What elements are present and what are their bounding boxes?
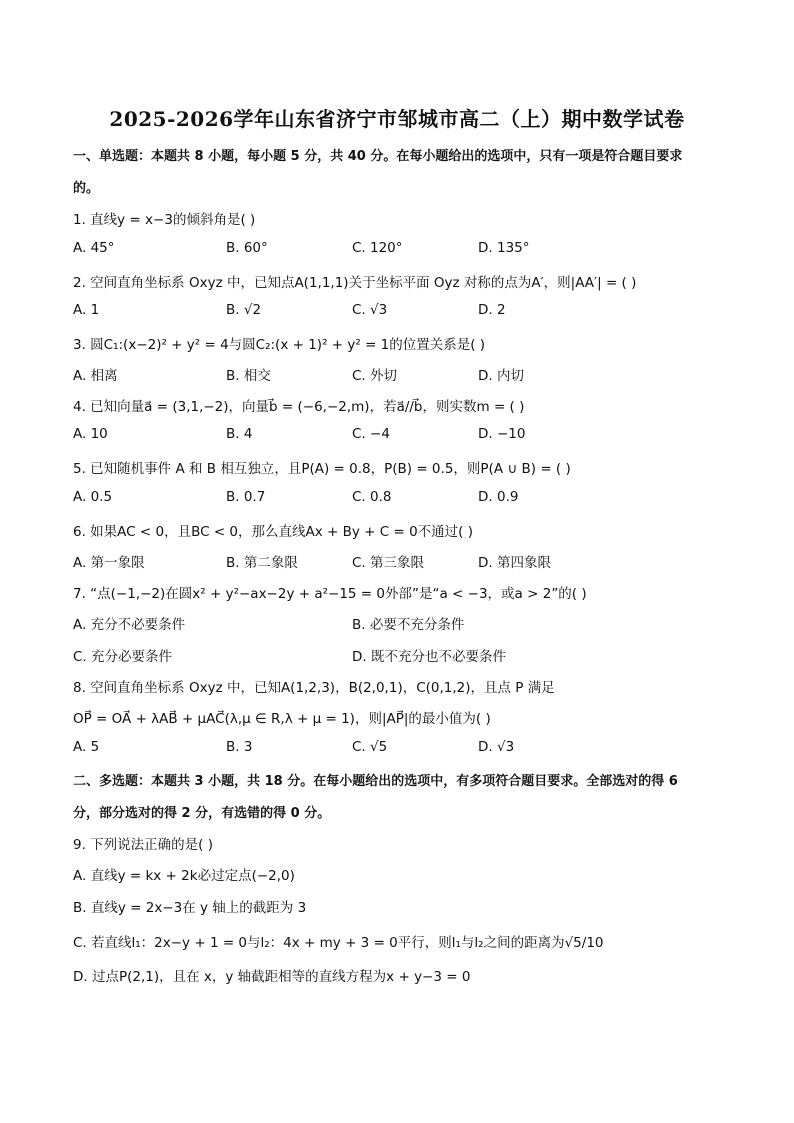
q4-option-d: D. −10 — [478, 426, 526, 442]
q5-option-c: C. 0.8 — [352, 489, 392, 505]
q7-option-c: C. 充分必要条件 — [73, 649, 173, 665]
question-9-stem: 9. 下列说法正确的是( ) — [73, 837, 213, 853]
q3-option-a: A. 相离 — [73, 368, 118, 384]
section2-heading-line1: 二、多选题：本题共 3 小题，共 18 分。在每小题给出的选项中，有多项符合题目要求。全部选对的得 6 — [73, 774, 678, 789]
q9-option-d: D. 过点P(2,1)，且在 x，y 轴截距相等的直线方程为x + y−3 = 0 — [73, 969, 471, 985]
q7-option-b: B. 必要不充分条件 — [352, 617, 465, 633]
q3-option-b: B. 相交 — [226, 368, 271, 384]
q8-option-c: C. √5 — [352, 739, 388, 755]
q4-option-c: C. −4 — [352, 426, 390, 442]
q4-option-b: B. 4 — [226, 426, 253, 442]
question-6-stem: 6. 如果AC < 0，且BC < 0，那么直线Ax + By + C = 0不通过( ) — [73, 524, 474, 540]
question-7-stem: 7. “点(−1,−2)在圆x² + y²−ax−2y + a²−15 = 0外部”是“a < −3，或a > 2”的( ) — [73, 586, 587, 602]
q2-option-d: D. 2 — [478, 302, 506, 318]
q7-option-d: D. 既不充分也不必要条件 — [352, 649, 506, 665]
q1-option-a: A. 45° — [73, 240, 115, 256]
q6-option-d: D. 第四象限 — [478, 555, 551, 571]
question-5-stem: 5. 已知随机事件 A 和 B 相互独立，且P(A) = 0.8，P(B) = 0.5，则P(A ∪ B) = ( ) — [73, 461, 571, 477]
q6-option-c: C. 第三象限 — [352, 555, 425, 571]
q7-option-a: A. 充分不必要条件 — [73, 617, 186, 633]
q4-option-a: A. 10 — [73, 426, 108, 442]
question-1-stem: 1. 直线y = x−3的倾斜角是( ) — [73, 212, 256, 228]
q8-option-a: A. 5 — [73, 739, 100, 755]
q9-option-a: A. 直线y = kx + 2k必过定点(−2,0) — [73, 868, 295, 884]
q5-option-d: D. 0.9 — [478, 489, 519, 505]
q1-option-d: D. 135° — [478, 240, 530, 256]
section1-heading-line1: 一、单选题：本题共 8 小题，每小题 5 分，共 40 分。在每小题给出的选项中，只有一项是符合题目要求 — [73, 149, 683, 164]
q1-option-b: B. 60° — [226, 240, 268, 256]
q9-option-c: C. 若直线l₁：2x−y + 1 = 0与l₂：4x + my + 3 = 0平行，则l₁与l₂之间的距离为√5/10 — [73, 935, 604, 951]
question-3-stem: 3. 圆C₁:(x−2)² + y² = 4与圆C₂:(x + 1)² + y² = 1的位置关系是( ) — [73, 337, 486, 353]
q5-option-b: B. 0.7 — [226, 489, 266, 505]
q5-option-a: A. 0.5 — [73, 489, 113, 505]
q1-option-c: C. 120° — [352, 240, 403, 256]
q3-option-c: C. 外切 — [352, 368, 398, 384]
q8-option-b: B. 3 — [226, 739, 253, 755]
q8-option-d: D. √3 — [478, 739, 515, 755]
q2-option-a: A. 1 — [73, 302, 100, 318]
question-2-stem: 2. 空间直角坐标系 Oxyz 中，已知点A(1,1,1)关于坐标平面 Oyz 对称的点为A′，则|AA′| = ( ) — [73, 275, 637, 291]
section1-heading-line2: 的。 — [73, 181, 100, 196]
q2-option-b: B. √2 — [226, 302, 262, 318]
exam-title: 2025-2026学年山东省济宁市邹城市高二（上）期中数学试卷 — [109, 107, 685, 131]
question-8-stem: 8. 空间直角坐标系 Oxyz 中，已知A(1,2,3)，B(2,0,1)，C(0,1,2)，且点 P 满足 — [73, 680, 555, 696]
q6-option-b: B. 第二象限 — [226, 555, 298, 571]
q3-option-d: D. 内切 — [478, 368, 524, 384]
q2-option-c: C. √3 — [352, 302, 388, 318]
section2-heading-line2: 分，部分选对的得 2 分，有选错的得 0 分。 — [73, 806, 331, 821]
question-4-stem: 4. 已知向量a⃗ = (3,1,−2)，向量b⃗ = (−6,−2,m)，若a⃗//b⃗，则实数m = ( ) — [73, 399, 525, 415]
q9-option-b: B. 直线y = 2x−3在 y 轴上的截距为 3 — [73, 900, 307, 916]
question-8-stem-line2: OP⃗ = OA⃗ + λAB⃗ + μAC⃗(λ,μ ∈ R,λ + μ = 1)，则|AP⃗|的最小值为( ) — [73, 711, 491, 727]
q6-option-a: A. 第一象限 — [73, 555, 145, 571]
